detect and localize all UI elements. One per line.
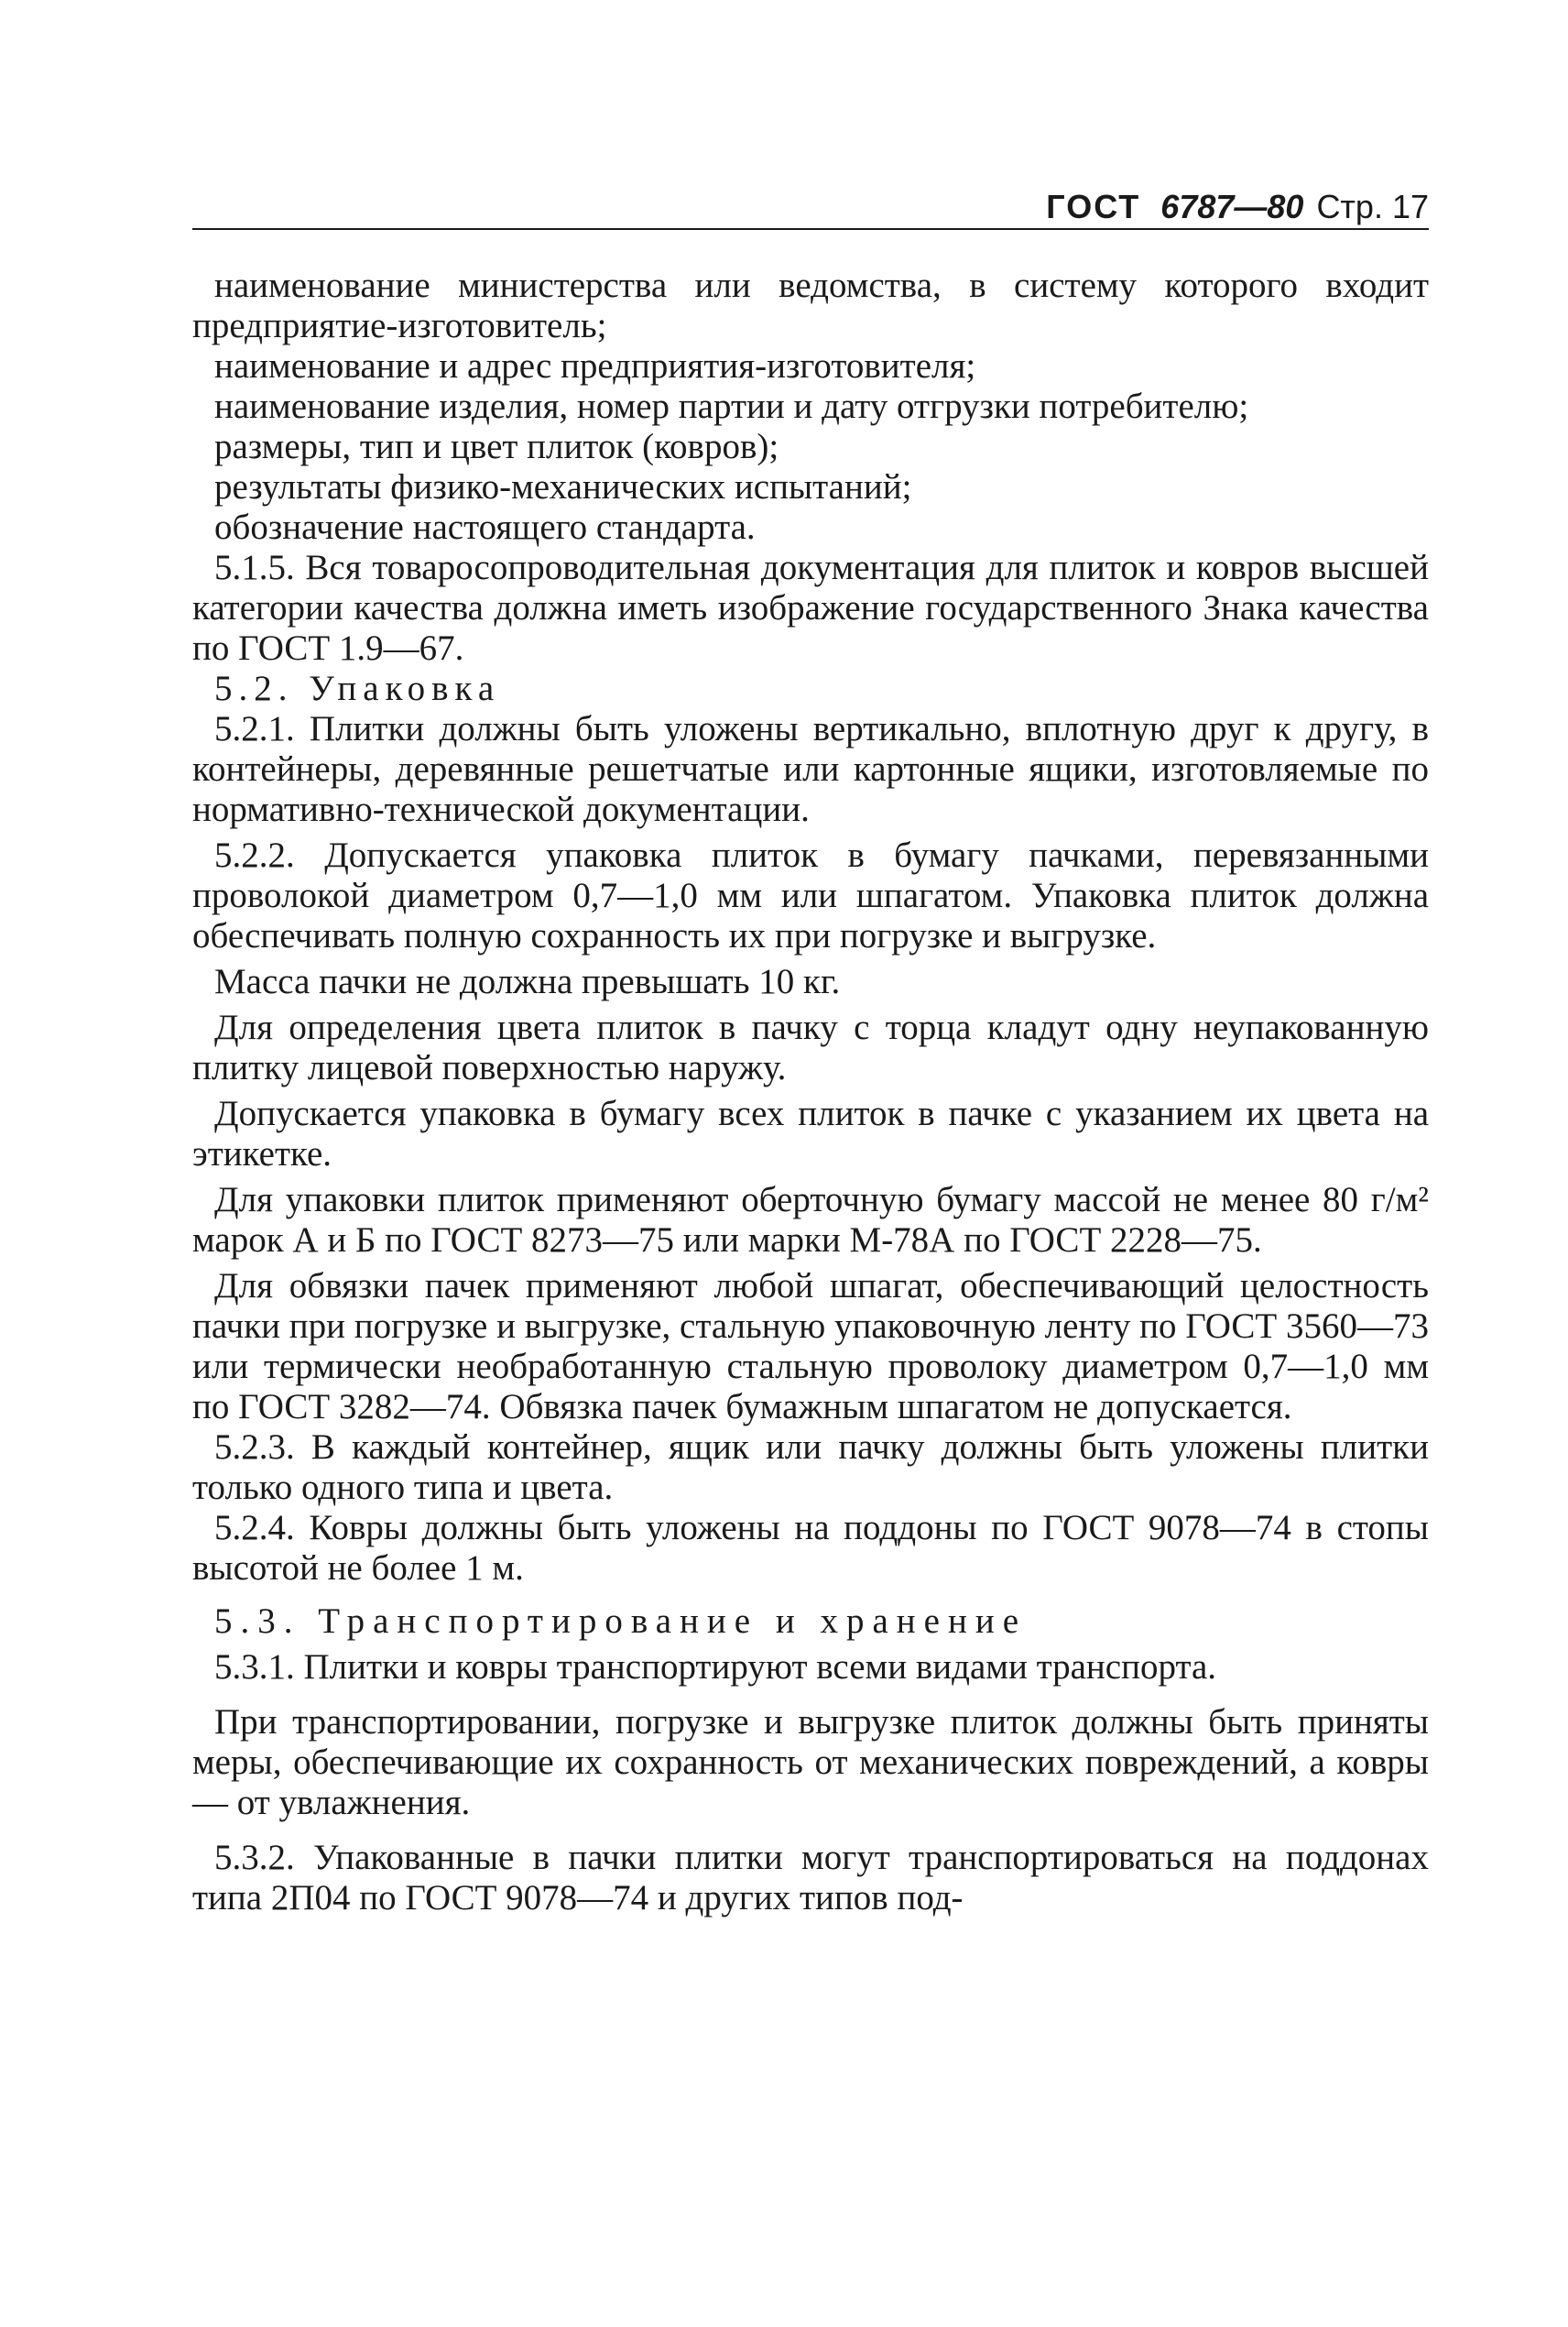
clause-5-3-2: 5.3.2. Упакованные в пачки плитки могут транспортироваться на поддонах типа 2П04 по ГОСТ 9078—74 и других типов под- xyxy=(192,1838,1429,1917)
paragraph-bundle-tying: Для обвязки пачек применяют любой шпагат, обеспечивающий целостность пачки при погрузке и выгрузке, стальную упаковочную ленту по ГОСТ 3560—73 или термически необработанную стальную проволоку диаметром 0,7—1,0 мм по ГОСТ 3282—74. Обвязка пачек бумажным шпагатом не допускается. xyxy=(192,1266,1429,1426)
paragraph-transport-protection: При транспортировании, погрузке и выгрузке плиток должны быть приняты меры, обеспечивающие их сохранность от механических повреждений, а ковры — от увлажнения. xyxy=(192,1702,1429,1822)
paragraph-standard-designation: обозначение настоящего стандарта. xyxy=(214,508,756,547)
clause-5-2-2: 5.2.2. Допускается упаковка плиток в бумагу пачками, перевязанными проволокой диаметром 0,7—1,0 мм или шпагатом. Упаковка плиток должна обеспечивать полную сохранность их при погрузке и выгрузке. xyxy=(192,836,1429,956)
clause-5-2-3: 5.2.3. В каждый контейнер, ящик или пачку должны быть уложены плитки только одного типа и цвета. xyxy=(192,1427,1429,1507)
page-body xyxy=(192,266,1429,1918)
paragraph-product-name: наименование изделия, номер партии и дату отгрузки потребителю; xyxy=(214,387,1249,426)
header-doc-number: 6787—80 xyxy=(1160,188,1304,225)
clause-5-2-4: 5.2.4. Ковры должны быть уложены на поддоны по ГОСТ 9078—74 в стопы высотой не более 1 м. xyxy=(192,1508,1429,1588)
paragraph-wrapping-paper: Для упаковки плиток применяют оберточную бумагу массой не менее 80 г/м² марок А и Б по ГОСТ 8273—75 или марки М-78А по ГОСТ 2228—75. xyxy=(192,1180,1429,1260)
paragraph-paper-wrapping: Допускается упаковка в бумагу всех плиток в пачке с указанием их цвета на этикетке. xyxy=(192,1094,1429,1174)
paragraph-bundle-mass: Масса пачки не должна превышать 10 кг. xyxy=(214,962,841,1001)
paragraph-color-identification: Для определения цвета плиток в пачку с торца кладут одну неупакованную плитку лицевой поверхностью наружу. xyxy=(192,1008,1429,1087)
paragraph-ministry: наименование министерства или ведомства, в систему которого входит предприятие-изготовитель; xyxy=(192,266,1429,345)
header-gost-label: ГОСТ xyxy=(1046,188,1141,225)
clause-5-2-1: 5.2.1. Плитки должны быть уложены вертикально, вплотную друг к другу, в контейнеры, деревянные решетчатые или картонные ящики, изготовляемые по нормативно-технической документации. xyxy=(192,709,1429,829)
page-header xyxy=(192,188,1429,230)
section-heading-packaging: 5.2. Упаковка xyxy=(214,669,501,708)
paragraph-manufacturer-address: наименование и адрес предприятия-изготовителя; xyxy=(214,346,976,386)
paragraph-sizes: размеры, тип и цвет плиток (ковров); xyxy=(214,427,779,466)
section-heading-transport-storage: 5.3. Транспортирование и хранение xyxy=(214,1601,1028,1641)
clause-5-3-1: 5.3.1. Плитки и ковры транспортируют всеми видами транспорта. xyxy=(214,1647,1217,1687)
clause-5-1-5: 5.1.5. Вся товаросопроводительная документация для плиток и ковров высшей категории качества должна иметь изображение государственного Знака качества по ГОСТ 1.9—67. xyxy=(192,548,1429,668)
header-page-number: Стр. 17 xyxy=(1316,188,1429,225)
paragraph-test-results: результаты физико-механических испытаний; xyxy=(214,467,912,507)
